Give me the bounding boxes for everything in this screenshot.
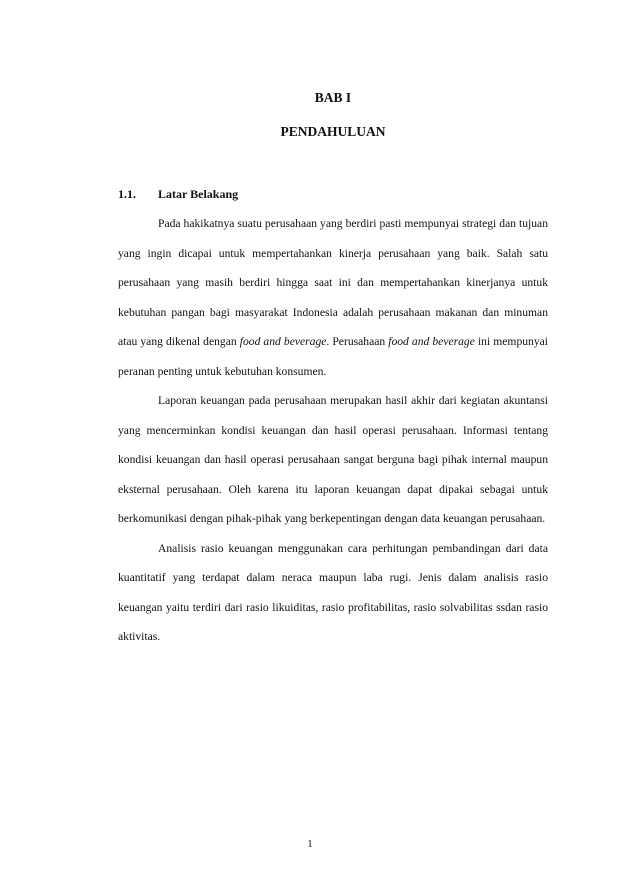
section-number: 1.1.	[118, 187, 136, 201]
paragraph: Analisis rasio keuangan menggunakan cara perhitungan pembandingan dari data kuantitatif yang terdapat dalam neraca maupun laba rugi. Jenis dalam analisis rasio keuangan yaitu terdiri dari rasio likuiditas, rasio profitabilitas, rasio solvabilitas ssdan rasio aktivitas.	[118, 541, 548, 643]
page-number: 1	[307, 838, 313, 850]
chapter-title: PENDAHULUAN	[280, 124, 386, 139]
section-heading	[118, 187, 238, 202]
section-title: Latar Belakang	[158, 187, 239, 201]
chapter-number: BAB I	[314, 90, 352, 105]
body-text	[118, 209, 548, 652]
paragraph-text: ini mempunyai peranan penting untuk kebutuhan konsumen.	[118, 335, 548, 378]
italic-term: food and beverage	[239, 335, 327, 348]
paragraph: Laporan keuangan pada perusahaan merupakan hasil akhir dari kegiatan akuntansi yang mencerminkan kondisi keuangan dan hasil operasi perusahaan. Informasi tentang kondisi keuangan dan hasil operasi perusahaan sangat berguna bagi pihak internal maupun eksternal perusahaan. Oleh karena itu laporan keuangan dapat dipakai sebagai untuk berkomunikasi dengan pihak-pihak yang berkepentingan dengan data keuangan perusahaan.	[118, 394, 548, 525]
paragraph-text: Pada hakikatnya suatu perusahaan yang berdiri pasti mempunyai strategi dan tujuan yang ingin dicapai untuk mempertahankan kinerja perusahaan yang baik. Salah satu perusahaan yang masih berdiri hingga saat ini dan mempertahankan kinerjanya untuk kebutuhan pangan bagi masyarakat Indonesia adalah perusahaan makanan dan minuman atau yang dikenal dengan	[118, 217, 548, 348]
paragraph	[118, 209, 548, 386]
italic-term: food and beverage	[388, 335, 475, 348]
paragraph-text: . Perusahaan	[326, 335, 389, 348]
